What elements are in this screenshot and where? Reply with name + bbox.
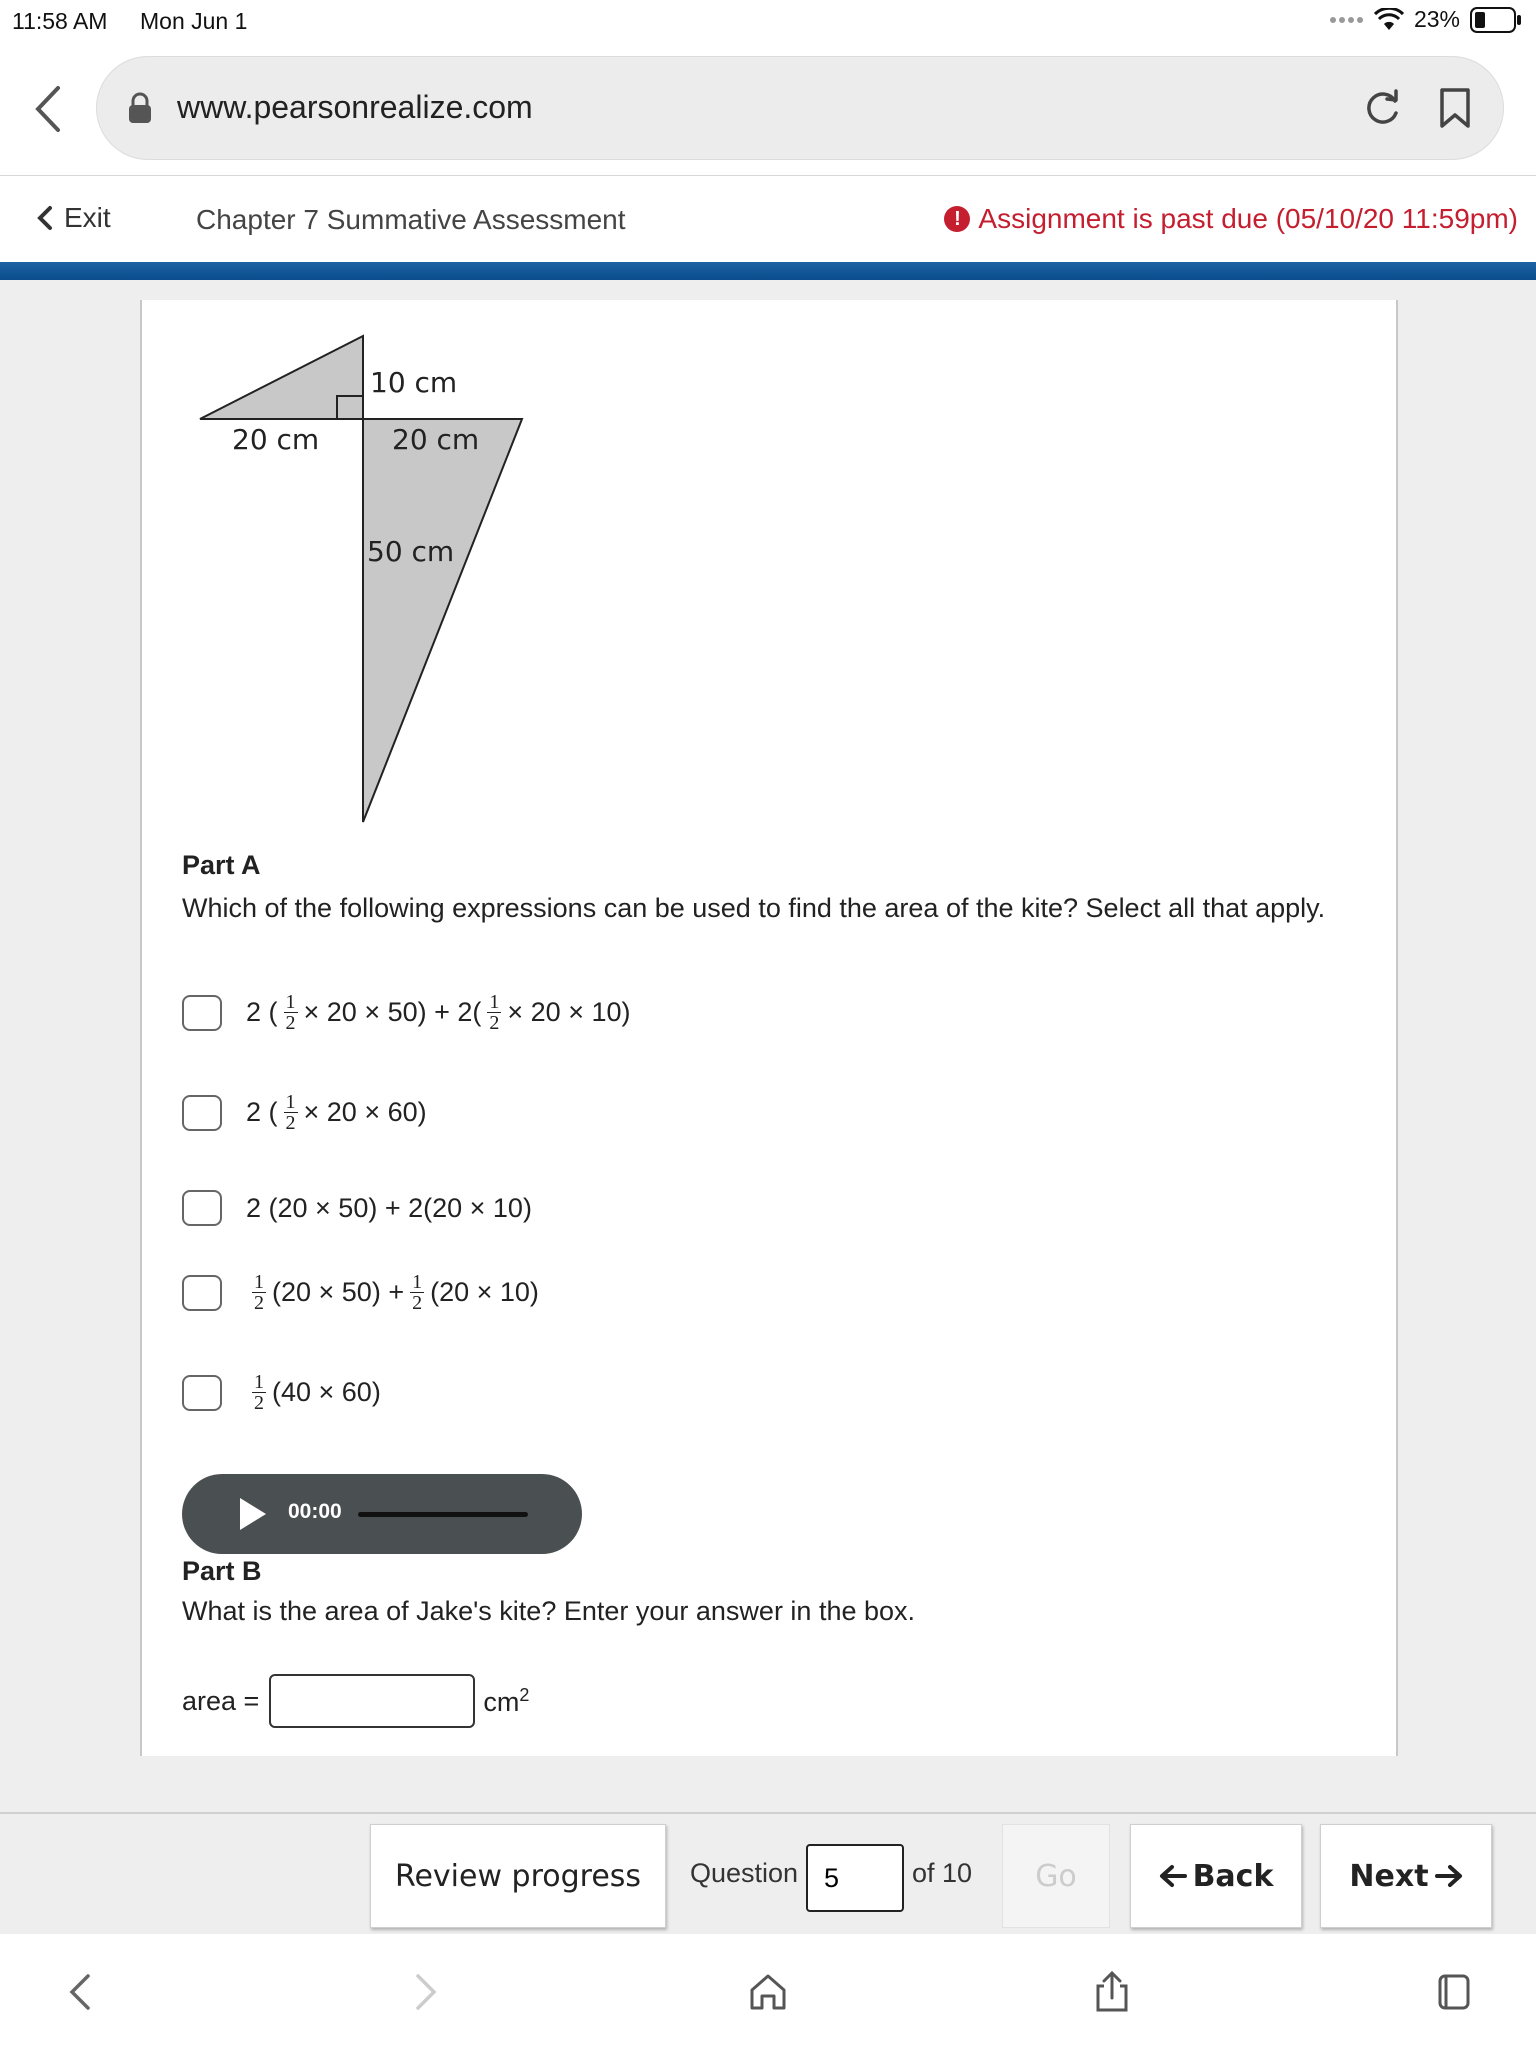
area-unit: $cm^2$ [483,1684,530,1717]
audio-progress-track[interactable] [358,1512,528,1517]
option-2-pre: 2 ( [246,1097,278,1127]
status-right [1330,6,1522,33]
answer-option-5[interactable] [182,1372,381,1413]
status-time: 11:58 AM [12,8,108,34]
option-4-fraction-2: $\frac{1}{2}$ [412,1271,423,1314]
arrow-left-icon [1159,1864,1187,1888]
answer-option-4[interactable] [182,1272,539,1313]
arrow-right-icon [1435,1864,1463,1888]
area-unit-exponent: 2 [519,1684,530,1705]
kite-label-top: 10 cm [370,366,458,399]
option-5-checkbox[interactable] [182,1375,222,1411]
option-1-fraction-2: $\frac{1}{2}$ [489,991,500,1034]
kite-shape [200,336,522,822]
url-text[interactable]: www.pearsonrealize.com [177,89,533,125]
part-b-title: Part B [182,1556,262,1586]
option-4-checkbox[interactable] [182,1275,222,1311]
option-2-post: × 20 × 60) [303,1097,427,1127]
area-label: area = [182,1685,260,1716]
option-1-pre: 2 ( [246,997,278,1027]
part-b-question: What is the area of Jake's kite? Enter your answer in the box. [182,1596,916,1626]
browser-forward-arrow-icon[interactable] [402,1970,446,2014]
back-button[interactable] [1130,1824,1302,1928]
question-label: Question [690,1858,799,1888]
audio-time: 00:00 [288,1500,342,1523]
next-button[interactable] [1320,1824,1492,1928]
past-due-alert [944,203,1518,235]
kite-label-right: 20 cm [392,423,480,456]
part-a-title: Part A [182,850,261,880]
url-bar[interactable] [96,56,1504,160]
status-bar [0,0,1536,40]
question-number-input[interactable] [806,1844,904,1912]
exit-label: Exit [64,202,111,233]
bookmark-icon[interactable] [1437,87,1473,129]
answer-option-1[interactable] [182,992,631,1033]
question-card [140,300,1398,1756]
back-label: Back [1192,1858,1274,1894]
option-4-mid: (20 × 50) + [272,1277,405,1307]
assessment-title: Chapter 7 Summative Assessment [196,204,626,235]
next-label: Next [1349,1858,1429,1894]
option-4-post: (20 × 10) [430,1277,539,1307]
go-button[interactable]: Go [1002,1824,1110,1928]
kite-label-left: 20 cm [232,423,320,456]
lock-icon [127,91,153,125]
exit-button[interactable] [36,202,111,234]
reload-icon[interactable] [1363,87,1403,127]
option-2-fraction: $\frac{1}{2}$ [285,1091,296,1134]
answer-option-2[interactable] [182,1092,427,1133]
battery-percent: 23% [1413,6,1460,32]
option-2-checkbox[interactable] [182,1095,222,1131]
play-icon[interactable] [238,1496,268,1532]
share-icon[interactable] [1090,1970,1134,2014]
option-3-checkbox[interactable] [182,1190,222,1226]
browser-toolbar [0,1934,1536,2048]
answer-option-3[interactable] [182,1190,532,1226]
status-date: Mon Jun 1 [140,8,248,34]
option-5-post: (40 × 60) [272,1377,381,1407]
battery-icon [1470,7,1522,33]
header-accent-bar [0,262,1536,280]
part-a-question: Which of the following expressions can be used to find the area of the kite? Select all that apply. [182,893,1326,923]
audio-player [182,1474,582,1554]
browser-back-icon[interactable] [28,84,68,134]
question-navigation-bar [0,1812,1536,1934]
review-progress-button[interactable]: Review progress [370,1824,666,1928]
option-1-mid: × 20 × 50) + 2( [303,997,482,1027]
option-1-checkbox[interactable] [182,995,222,1031]
area-input[interactable] [269,1674,475,1728]
option-4-fraction: $\frac{1}{2}$ [254,1271,264,1314]
past-due-text: Assignment is past due (05/10/20 11:59pm) [978,203,1518,234]
browser-url-row [0,40,1536,176]
home-icon[interactable] [746,1970,790,2014]
kite-label-bottom: 50 cm [367,535,455,568]
area-answer-row [182,1674,529,1728]
question-total: of 10 [912,1858,973,1888]
option-1-post: × 20 × 10) [507,997,631,1027]
chevron-left-icon [36,205,54,231]
kite-diagram [192,314,612,834]
assessment-header [0,176,1536,262]
option-3-text: 2 (20 × 50) + 2(20 × 10) [246,1192,532,1223]
option-1-fraction: $\frac{1}{2}$ [285,991,296,1034]
alert-icon: ! [944,206,970,232]
wifi-icon [1374,8,1404,32]
browser-back-arrow-icon[interactable] [60,1970,104,2014]
option-5-fraction: $\frac{1}{2}$ [254,1371,264,1414]
tabs-icon[interactable] [1432,1970,1476,2014]
cellular-dots-icon [1330,15,1364,25]
